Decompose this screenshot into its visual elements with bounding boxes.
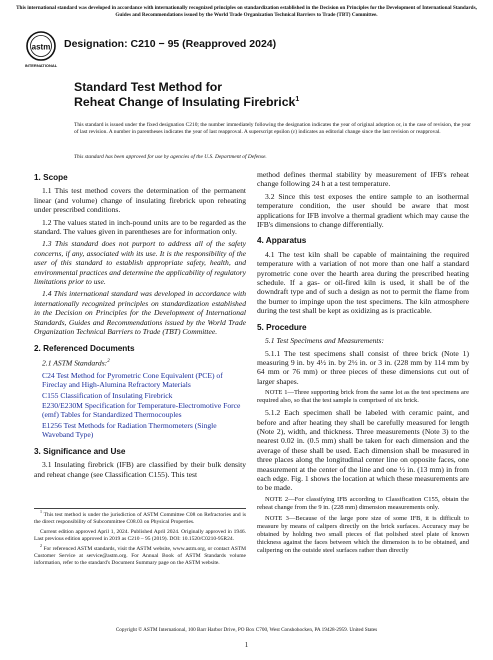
para-3-1-cont: method defines thermal stability by measurement of IFB's reheat change following 24 h at a test temperature. <box>257 170 469 189</box>
page-number: 1 <box>244 641 249 649</box>
footnote-1: $^1$ This test method is under the jurisdiction of ASTM Committee C08 on Refractories and is the direct responsibility of Subcommittee C08.03 on Physical Properties. <box>34 509 246 525</box>
para-3-2: 3.2 Since this test exposes the entire sample to an isothermal temperature condition, the user should be aware that most applications for IFB involve a thermal gradient which may cause the IFB's dimensions to change differentially. <box>257 191 469 230</box>
left-column <box>34 166 246 482</box>
para-5-1-1: 5.1.1 The test specimens shall consist of three brick (Note 1) measuring 9 in. by 4½ in. by 2½ in. or 3 in. (228 mm by 114 mm by 64 mm or 76 mm) or three pieces of these dimensions cut out of larger shapes. <box>257 348 469 386</box>
section-3-heading: 3. Significance and Use <box>34 446 126 456</box>
section-2-heading: 2. Referenced Documents <box>34 343 135 353</box>
copyright-line: Copyright © ASTM International, 100 Barr Harbor Drive, PO Box C700, West Conshohocken, PA 19428-2959. United States <box>115 627 378 633</box>
title-footnote-mark: 1 <box>295 95 300 103</box>
note-1: NOTE 1—Three supporting brick from the same lot as the test specimens are required also, so that the test sample is comprised of six brick. <box>257 389 469 405</box>
footnote-1-edition: Current edition approved April 1, 2024. Published April 2024. Originally approved in 1946. Last previous edition approved in 2019 as C210 – 95 (2019). DOI: 10.1520/C0210-95R24. <box>34 529 246 542</box>
title-line-2: Reheat Change of Insulating Firebrick$^1$ <box>74 94 300 109</box>
para-3-1: 3.1 Insulating firebrick (IFB) are classified by their bulk density and reheat change (see Classification C155). This test <box>34 460 246 479</box>
section-4-heading: 4. Apparatus <box>257 236 307 246</box>
reference-c155[interactable]: C155 Classification of Insulating Firebrick <box>42 390 173 400</box>
ptbt-notice: This international standard was developed in accordance with internationally recognized principles on standardization established in the Decision on Principles for the Development of International Standards, Guides and Recommendations issued by the World Trade Organization Technical Barriers to Trade (TBT) Committee. <box>16 5 477 18</box>
footnotes <box>34 508 246 570</box>
note-2: NOTE 2—For classifying IFB according to Classification C155, obtain the reheat change from the 9 in. (228 mm) dimension measurements only. <box>257 495 469 511</box>
designation: Designation: C210 − 95 (Reapproved 2024) <box>64 38 277 50</box>
para-2-1: 2.1 ASTM Standards:$^2$ <box>42 358 110 368</box>
designation-note: This standard is issued under the fixed designation C210; the number immediately following the designation indicates the year of original adoption or, in the case of revision, the year of last revision. A number in parentheses indicates the year of last reapproval. A superscript epsilon (ε) indicates an editorial change since the last revision or reapproval. <box>74 122 471 136</box>
para-1-1: 1.1 This test method covers the determination of the permanent linear (and volume) change of insulating firebrick upon reheating under prescribed conditions. <box>34 186 246 215</box>
section-1-heading: 1. Scope <box>34 173 68 182</box>
para-4-1: 4.1 The test kiln shall be capable of maintaining the required temperature with a variation of not more than one half a standard pyrometric cone over the hearth area during the prescribed heating schedule. If a gas- or oil-fired kiln is used, it shall be of the downdraft type and of such a design as not to permit the flame from the burner to impinge upon the test specimens. The kiln atmosphere during the test shall be kept as oxidizing as is practicable. <box>257 249 469 316</box>
footnote-2: $^2$ For referenced ASTM standards, visit the ASTM website, www.astm.org, or contact ASTM Customer Service at service@astm.org. For Annual Book of ASTM Standards volume information, refer to the standard's Document Summary page on the ASTM website. <box>34 543 246 566</box>
svg-text:astm: astm <box>31 42 51 52</box>
astm-logo <box>24 30 58 70</box>
reference-c24[interactable]: C24 Test Method for Pyrometric Cone Equivalent (PCE) of Fireclay and High-Alumina Refractory Materials <box>42 370 223 390</box>
para-1-4: 1.4 This international standard was developed in accordance with internationally recognized principles on standardization established in the Decision on Principles for the Development of International Standards, Guides and Recommendations issued by the World Trade Organization Technical Barriers to Trade (TBT) Committee. <box>34 289 246 337</box>
para-1-2: 1.2 The values stated in inch-pound units are to be regarded as the standard. The values given in parentheses are for information only. <box>34 217 246 237</box>
reference-e230[interactable]: E230/E230M Specification for Temperature-Electromotive Force (emf) Tables for Standardized Thermocouples <box>42 401 241 420</box>
para-1-3: 1.3 This standard does not purport to address all of the safety concerns, if any, associated with its use. It is the responsibility of the user of this standard to establish appropriate safety, health, and environmental practices and determine the applicability of regulatory limitations prior to use. <box>34 239 246 287</box>
para-5-1: 5.1 Test Specimens and Measurements: <box>265 336 385 346</box>
title-line-1: Standard Test Method for <box>74 80 223 94</box>
dod-note: This standard has been approved for use by agencies of the U.S. Department of Defense. <box>74 154 267 160</box>
document-title <box>74 80 433 109</box>
para-5-1-2: 5.1.2 Each specimen shall be labeled with ceramic paint, and before and after heating they shall be carefully measured for length (Note 2), width, and thickness. Three measurements (Note 3) to the nearest 0.02 in. (0.5 mm) shall be taken for each dimension and the average of these shall be used. Each dimension shall be measured in three places along the longitudinal center line on opposite faces, one measurement at the center of the line and one ½ in. (13 mm) in from each edge. Fig. 1 shows the location at which these measurements are to be made. <box>257 408 469 493</box>
logo-caption: INTERNATIONAL <box>24 63 58 68</box>
reference-e1256[interactable]: E1256 Test Methods for Radiation Thermometers (Single Waveband Type) <box>42 420 217 440</box>
right-column <box>257 166 469 558</box>
section-5-heading: 5. Procedure <box>257 322 307 332</box>
note-3: NOTE 3—Because of the large pore size of some IFB, it is difficult to measure by means of calipers directly on the brick surfaces. Accuracy may be obtained by holding two small pieces of flat polished steel plate of known thickness against the faces between which the dimension is to be obtained, and calipering on the outside steel surfaces rather than directly <box>257 514 469 554</box>
